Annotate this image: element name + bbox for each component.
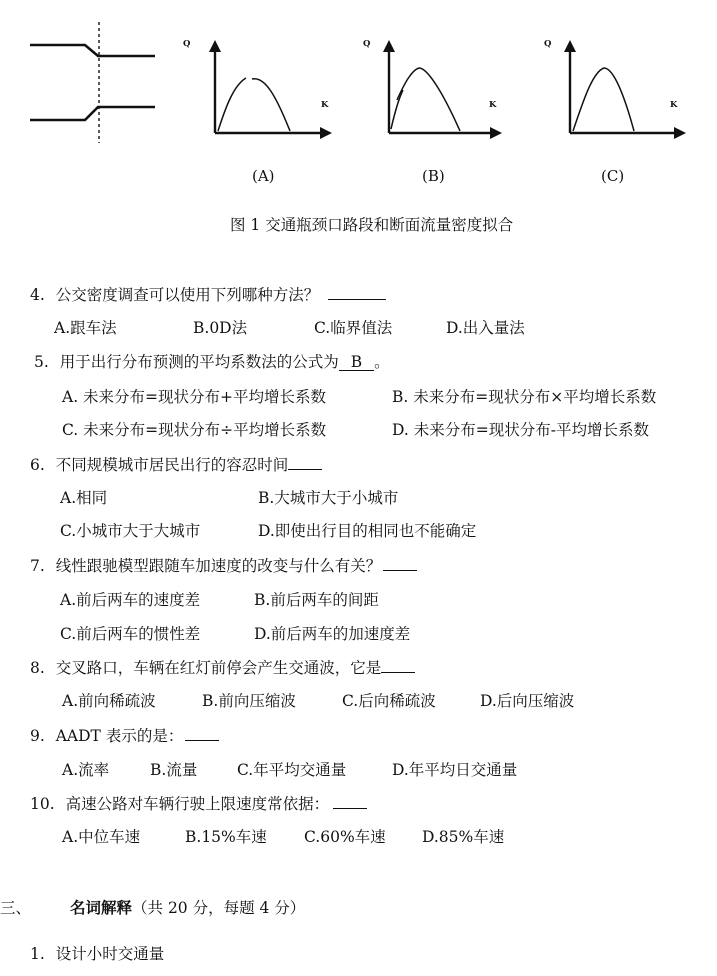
- question-10-option-b[interactable]: B.15%车速: [185, 828, 267, 846]
- question-number: 7.: [30, 557, 45, 575]
- question-5-option-c[interactable]: C. 未来分布=现状分布÷平均增长系数: [62, 421, 327, 439]
- axis-q-label-c: Q: [544, 39, 552, 49]
- question-number: 10.: [30, 795, 55, 813]
- answer-blank[interactable]: B: [339, 355, 374, 371]
- question-6-option-b[interactable]: B.大城市大于小城市: [258, 489, 399, 507]
- question-suffix: 。: [374, 353, 390, 371]
- question-4-option-c[interactable]: C.临界值法: [314, 319, 393, 337]
- axis-k-label-c: K: [670, 100, 678, 110]
- panel-label-b: (B): [422, 167, 445, 185]
- answer-blank[interactable]: [288, 455, 322, 470]
- question-8-option-c[interactable]: C.后向稀疏波: [342, 692, 436, 710]
- question-7-option-c[interactable]: C.前后两车的惯性差: [60, 625, 201, 643]
- qk-curve-a-right: [252, 79, 290, 131]
- section-3-number: 三、: [0, 899, 32, 917]
- item-text: 设计小时交通量: [55, 945, 165, 963]
- item-number: 1.: [30, 945, 45, 963]
- question-number: 5.: [34, 353, 49, 371]
- bottleneck-road-diagram: [30, 45, 155, 120]
- question-text: 交叉路口，车辆在红灯前停会产生交通波，它是: [55, 659, 382, 677]
- question-6-option-a[interactable]: A.相同: [60, 489, 108, 507]
- question-10-option-a[interactable]: A.中位车速: [62, 828, 141, 846]
- figure-caption: 图 1 交通瓶颈口路段和断面流量密度拟合: [230, 216, 514, 234]
- question-6: [30, 453, 322, 475]
- qk-panel-a: [183, 39, 332, 139]
- question-9-option-c[interactable]: C.年平均交通量: [237, 761, 347, 779]
- question-8-option-a[interactable]: A.前向稀疏波: [62, 692, 156, 710]
- question-9-option-a[interactable]: A.流率: [62, 761, 110, 779]
- answer-blank[interactable]: [383, 556, 417, 571]
- question-text: AADT 表示的是：: [55, 727, 184, 745]
- qk-curve-c: [573, 68, 634, 131]
- question-6-option-d[interactable]: D.即使出行目的相同也不能确定: [258, 522, 477, 540]
- qk-curve-b-segment: [391, 90, 403, 129]
- axis-k-label-b: K: [489, 100, 497, 110]
- question-text: 公交密度调查可以使用下列哪种方法？: [55, 286, 320, 304]
- question-6-option-c[interactable]: C.小城市大于大城市: [60, 522, 201, 540]
- question-7-option-b[interactable]: B.前后两车的间距: [254, 591, 379, 609]
- axis-q-label-b: Q: [363, 39, 371, 49]
- question-text: 高速公路对车辆行驶上限速度常依据：: [65, 795, 330, 813]
- question-text: 不同规模城市居民出行的容忍时间: [55, 456, 289, 474]
- question-10-option-d[interactable]: D.85%车速: [422, 828, 505, 846]
- section-3-title: 名词解释: [70, 898, 133, 917]
- question-9-option-d[interactable]: D.年平均日交通量: [392, 761, 518, 779]
- section-3-note: （共 20 分，每题 4 分）: [132, 899, 306, 917]
- question-4-option-b[interactable]: B.0D法: [193, 319, 248, 337]
- road-top-edge: [30, 45, 155, 56]
- axis-q-label-a: Q: [183, 39, 191, 49]
- question-number: 8.: [30, 659, 45, 677]
- answer-blank[interactable]: [328, 285, 386, 300]
- question-10-option-c[interactable]: C.60%车速: [304, 828, 386, 846]
- question-5-option-d[interactable]: D. 未来分布=现状分布-平均增长系数: [392, 421, 649, 439]
- question-5-option-b[interactable]: B. 未来分布=现状分布×平均增长系数: [392, 388, 657, 406]
- panel-label-a: (A): [252, 167, 275, 185]
- question-5: [34, 350, 390, 372]
- question-10: [30, 792, 367, 814]
- question-7-option-a[interactable]: A.前后两车的速度差: [60, 591, 201, 609]
- road-bottom-edge: [30, 107, 155, 120]
- question-7: [30, 554, 417, 576]
- question-4-option-a[interactable]: A.跟车法: [54, 319, 117, 337]
- qk-panel-b: [363, 39, 502, 139]
- answer-blank[interactable]: [333, 794, 367, 809]
- qk-curve-a-left: [218, 78, 246, 131]
- question-number: 9.: [30, 727, 45, 745]
- question-8-option-b[interactable]: B.前向压缩波: [202, 692, 296, 710]
- section-3-heading: [70, 896, 305, 918]
- axis-k-label-a: K: [321, 100, 329, 110]
- question-4: [30, 283, 386, 305]
- question-4-option-d[interactable]: D.出入量法: [446, 319, 525, 337]
- question-9: [30, 724, 219, 746]
- question-7-option-d[interactable]: D.前后两车的加速度差: [254, 625, 411, 643]
- question-text: 用于出行分布预测的平均系数法的公式为: [59, 353, 339, 371]
- section-3-item-1: [30, 942, 164, 964]
- answer-blank[interactable]: [381, 658, 415, 673]
- question-8: [30, 656, 415, 678]
- question-8-option-d[interactable]: D.后向压缩波: [480, 692, 575, 710]
- question-number: 4.: [30, 286, 45, 304]
- answer-blank[interactable]: [185, 726, 219, 741]
- question-number: 6.: [30, 456, 45, 474]
- question-text: 线性跟驰模型跟随车加速度的改变与什么有关？: [55, 557, 382, 575]
- question-5-option-a[interactable]: A. 未来分布=现状分布+平均增长系数: [62, 388, 327, 406]
- qk-panel-c: [544, 39, 686, 139]
- qk-curve-b-main: [397, 68, 460, 131]
- panel-label-c: (C): [601, 167, 625, 185]
- question-9-option-b[interactable]: B.流量: [150, 761, 198, 779]
